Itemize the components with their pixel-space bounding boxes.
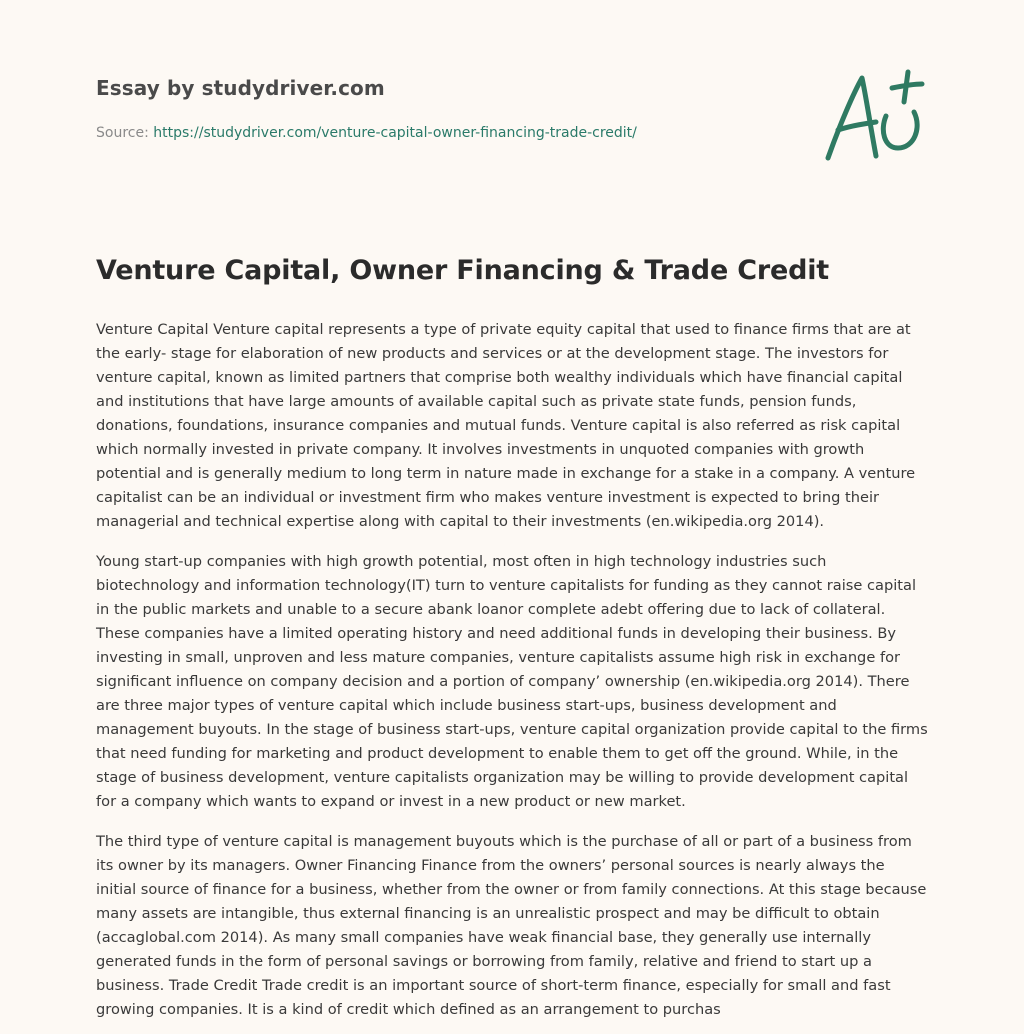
essay-body xyxy=(96,318,928,1034)
essay-title: Venture Capital, Owner Financing & Trade Credit xyxy=(96,255,829,286)
source-line xyxy=(96,125,776,141)
a-plus-grade-icon xyxy=(818,64,930,168)
essay-paragraph: The third type of venture capital is management buyouts which is the purchase of all or part of a business from its owner by its managers. Owner Financing Finance from the owners’ personal sources is nearly always the initial source of finance for a business, whether from the owner or from family connections. At this stage because many assets are intangible, thus external financing is an unrealistic prospect and may be difficult to obtain (accaglobal.com 2014). As many small companies have weak financial base, they generally use internally generated funds in the form of personal savings or borrowing from family, relative and friend to start up a business. Trade Credit Trade credit is an important source of short-term finance, especially for small and fast growing companies. It is a kind of credit which defined as an arrangement to purchas xyxy=(96,833,927,1018)
essay-paragraph: Venture Capital Venture capital represents a type of private equity capital that used to finance firms that are at the early- stage for elaboration of new products and services or at the development stage. The investors for venture capital, known as limited partners that comprise both wealthy individuals which have financial capital and institutions that have large amounts of available capital such as private state funds, pension funds, donations, foundations, insurance companies and mutual funds. Venture capital is also referred as risk capital which normally invested in private company. It involves investments in unquoted companies with growth potential and is generally medium to long term in nature made in exchange for a stake in a company. A venture capitalist can be an individual or investment firm who makes venture investment is expected to bring their managerial and technical expertise along with capital to their investments (en.wikipedia.org 2014). xyxy=(96,321,916,530)
essay-header xyxy=(96,76,776,141)
brand-title: Essay by studydriver.com xyxy=(96,76,385,100)
source-label: Source: xyxy=(96,125,149,141)
essay-paragraph: Young start-up companies with high growth potential, most often in high technology industries such biotechnology and information technology(IT) turn to venture capitalists for funding as they cannot raise capital in the public markets and unable to a secure abank loanor complete adebt offering due to lack of collateral. These companies have a limited operating history and need additional funds in developing their business. By investing in small, unproven and less mature companies, venture capitalists assume high risk in exchange for significant influence on company decision and a portion of company’ ownership (en.wikipedia.org 2014). There are three major types of venture capital which include business start-ups, business development and management buyouts. In the stage of business start-ups, venture capital organization provide capital to the firms that need funding for marketing and product development to enable them to get off the ground. While, in the stage of business development, venture capitalists organization may be willing to provide development capital for a company which wants to expand or invest in a new product or new market. xyxy=(96,553,928,810)
source-link[interactable]: https://studydriver.com/venture-capital-owner-financing-trade-credit/ xyxy=(153,125,637,141)
